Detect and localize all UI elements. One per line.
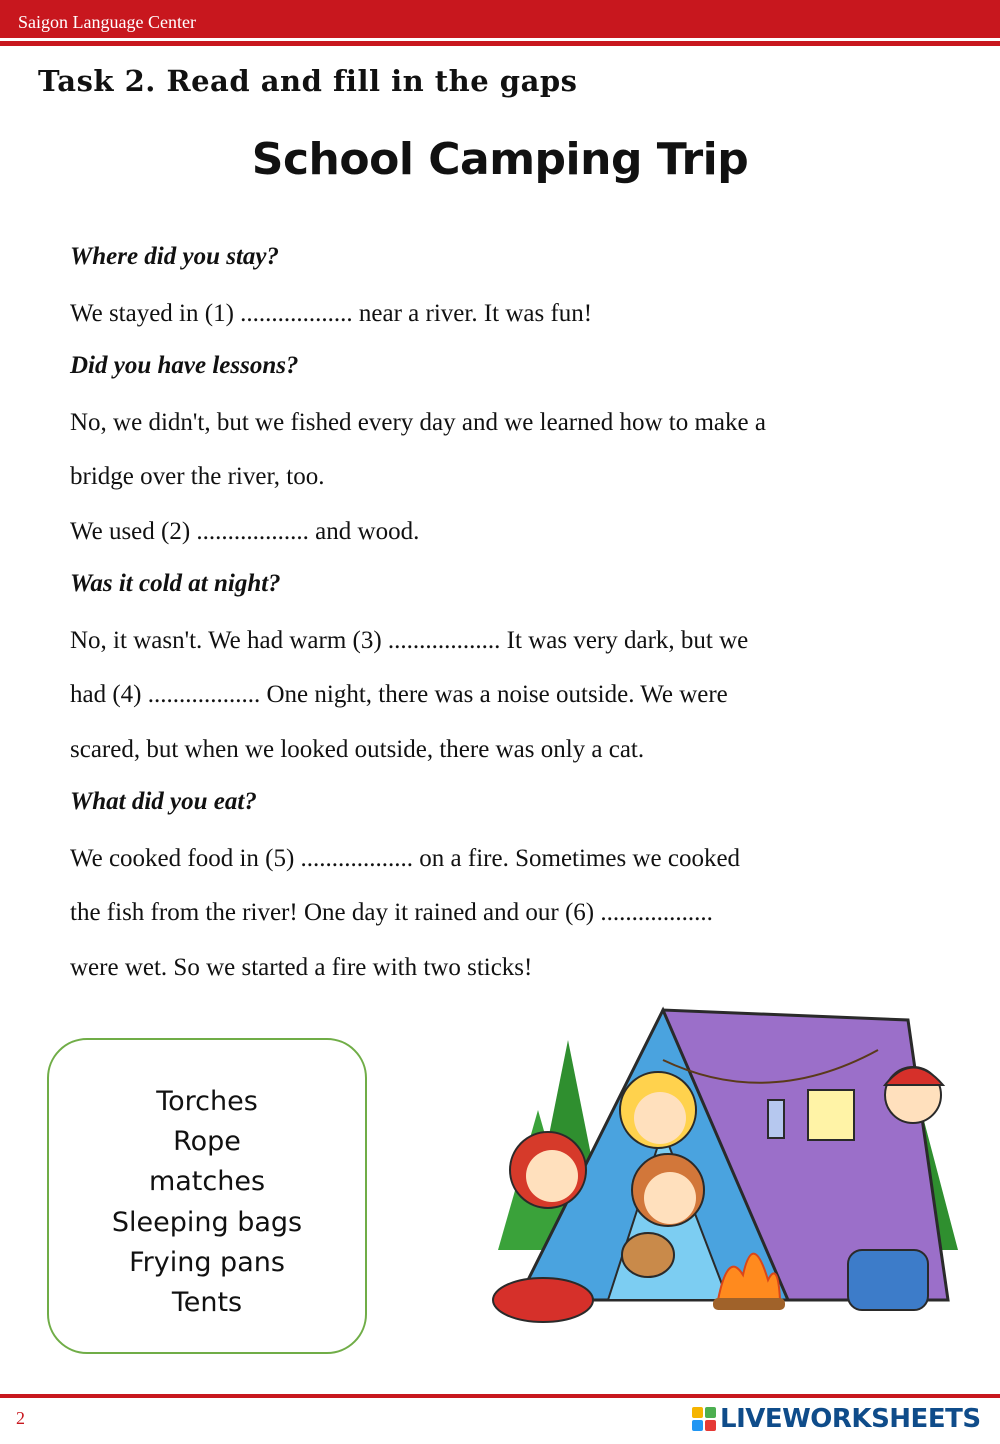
passage-line: No, we didn't, but we fished every day and we learned how to make a [70,408,766,436]
word-bank-list [49,1082,365,1323]
passage-line: No, it wasn't. We had warm (3) .................. It was very dark, but we [70,626,749,654]
socks [768,1100,784,1138]
child-girl-blonde-face [634,1092,686,1144]
page-number: 2 [16,1408,25,1428]
passage-line: the fish from the river! One day it rained and our (6) .................. [70,899,713,926]
camping-tent-illustration [488,1000,978,1345]
dog [622,1233,674,1277]
passage-line: bridge over the river, too. [70,463,325,490]
word-bank-item: Torches [156,1086,258,1117]
word-bank-item: Sleeping bags [111,1206,303,1238]
center-name: Saigon Language Center [18,12,196,32]
backpack [848,1250,928,1310]
word-bank-item: matches [148,1166,266,1198]
campfire-logs [713,1298,785,1310]
question-heading: Did you have lessons? [70,352,299,379]
question-heading: What did you eat? [70,788,257,815]
passage-line: We used (2) .................. and wood. [70,517,420,545]
shirt [808,1090,854,1140]
child-girl-redhair-face [526,1150,578,1202]
passage-line: We cooked food in (5) .................. on a fire. Sometimes we cooked [70,844,741,872]
passage-line: had (4) .................. One night, there was a noise outside. We were [70,681,728,708]
page-title: School Camping Trip [251,134,749,185]
liveworksheets-icon [692,1407,716,1431]
passage-line: scared, but when we looked outside, there was only a cat. [70,735,645,763]
word-bank-item: Rope [173,1126,241,1158]
word-bank-item: Frying pans [129,1246,285,1278]
question-heading: Was it cold at night? [70,570,281,597]
reading-passage [70,232,950,995]
footer-rule [0,1394,1000,1398]
brand-text: LIVEWORKSHEETS [720,1404,981,1434]
passage-line: We stayed in (1) .................. near a river. It was fun! [70,299,593,327]
question-heading: Where did you stay? [70,243,280,270]
liveworksheets-logo [692,1404,981,1434]
task-heading: Task 2. Read and fill in the gaps [38,64,578,98]
passage-line: were wet. So we started a fire with two sticks! [70,953,533,981]
header-rule [0,41,1000,46]
word-bank-item: Tents [171,1287,243,1319]
child-boy-center-face [644,1172,696,1224]
word-bank-box [47,1038,367,1354]
header-band [0,0,1000,38]
red-sleeping-bag [493,1278,593,1322]
